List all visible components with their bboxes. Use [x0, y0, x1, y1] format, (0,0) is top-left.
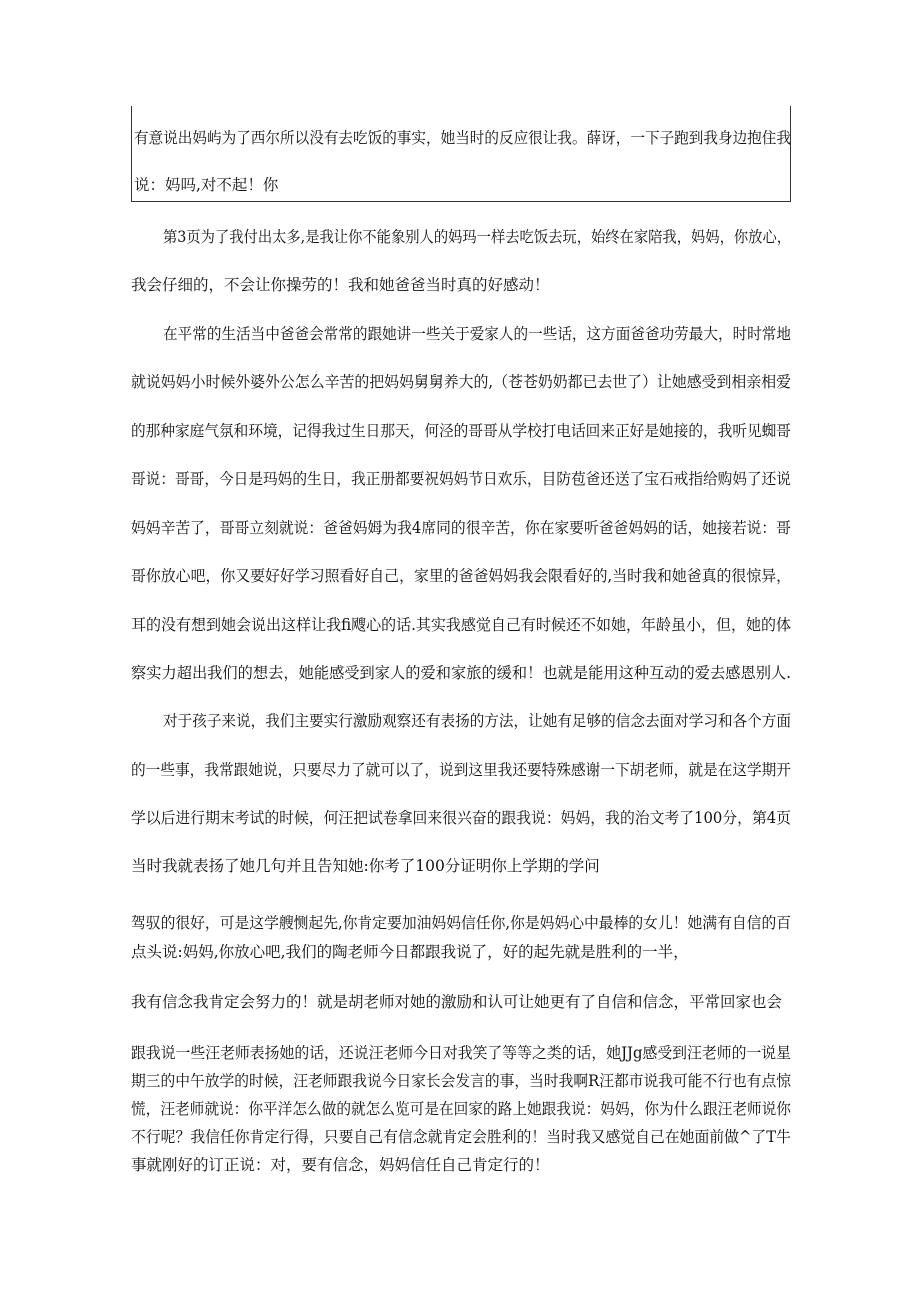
text-line: 的一些事，我常跟她说，只要尽力了就可以了，说到这里我还要特殊感谢一下胡老师，就是在这学期开 [131, 761, 791, 779]
text-line: 对于孩子来说，我们主要实行激励观察还有表扬的方法，让她有足够的信念去面对学习和各个方面 [163, 712, 791, 730]
text-line: 跟我说一些汪老师表扬她的话，还说汪老师今日对我笑了等等之类的话，她JJg感受到汪老师的一说星 [131, 1044, 791, 1062]
boxed-line: 有意说出妈屿为了西尔所以没有去吃饭的事实，她当时的反应很让我。薛讶，一下子跑到我身边抱住我 [134, 129, 791, 147]
text-line: 点头说:妈妈,你放心吧,我们的陶老师今日都跟我说了，好的起先就是胜利的一半， [131, 943, 689, 961]
text-line: 的那种家庭气氛和环境，记得我过生日那天，何泾的哥哥从学校打电话回来正好是她接的，我听见蜘哥 [131, 422, 791, 440]
text-line: 期三的中午放学的时候，汪老师跟我说今日家长会发言的事，当时我啊R汪都市说我可能不行也有点惊 [131, 1072, 791, 1090]
text-line: 学以后进行期末考试的时候，何汪把试卷拿回来很兴奋的跟我说：妈妈，我的治文考了100分，第4页 [131, 809, 792, 827]
text-line: 我有信念我肯定会努力的！就是胡老师对她的激励和认可让她更有了自信和信念，平常回家也会 [131, 993, 783, 1011]
text-line: 事就刚好的订正说：对，要有信念，妈妈信任自己肯定行的！ [131, 1156, 550, 1174]
text-line: 第3页为了我付出太多,是我让你不能象别人的妈玛一样去吃饭去玩，始终在家陪我，妈妈，你放心， [163, 228, 792, 246]
text-line: 耳的没有想到她会说出这样让我fi飕心的话.其实我感觉自己有时候还不如她，年龄虽小，但，她的体 [131, 616, 792, 634]
boxed-line: 说：妈吗,对不起！你 [134, 176, 279, 194]
text-line: 就说妈妈小时候外婆外公怎么辛苦的把妈妈舅舅养大的,（苍苍奶奶都已去世了）让她感受到相亲相爱 [131, 373, 792, 391]
text-line: 当时我就表扬了她几句并且告知她:你考了100分证明你上学期的学问 [131, 857, 600, 875]
text-line: 不行呢？我信任你肯定行得，只要自己有信念就肯定会胜利的！当时我又感觉自己在她面前做^了T牛 [131, 1128, 791, 1146]
text-line: 哥说：哥哥，今日是玛妈的生日，我正册都要祝妈妈节日欢乐，目防苞爸还送了宝石戒指给购妈了还说 [131, 470, 791, 488]
text-line: 妈妈辛苦了，哥哥立刻就说：爸爸妈姆为我4席同的很辛苦，你在家要听爸爸妈妈的话，她接若说：哥 [131, 519, 791, 537]
text-line: 在平常的生活当中爸爸会常常的跟她讲一些关于爱家人的一些话，这方面爸爸功劳最大，时时常地 [163, 325, 791, 343]
text-line: 驾驭的很好，可是这学艘恻起先,你肯定要加油妈妈信任你,你是妈妈心中最棒的女儿！她满有自信的百 [131, 914, 792, 932]
text-line: 慌，汪老师就说：你平洋怎么做的就怎么览可是在回家的路上她跟我说：妈妈，你为什么跟汪老师说你 [131, 1100, 791, 1118]
text-line: 察实力超出我们的想去，她能感受到家人的爱和家旅的缓和！也就是能用这种互动的爱去感恩别人. [131, 664, 792, 682]
text-line: 哥你放心吧，你又要好好学习照看好自己，家里的爸爸妈妈我会限看好的,当时我和她爸真的很惊异， [131, 567, 792, 585]
text-line: 我会仔细的，不会让你操劳的！我和她爸爸当时真的好感动！ [131, 276, 550, 294]
boxed-excerpt [131, 106, 791, 202]
